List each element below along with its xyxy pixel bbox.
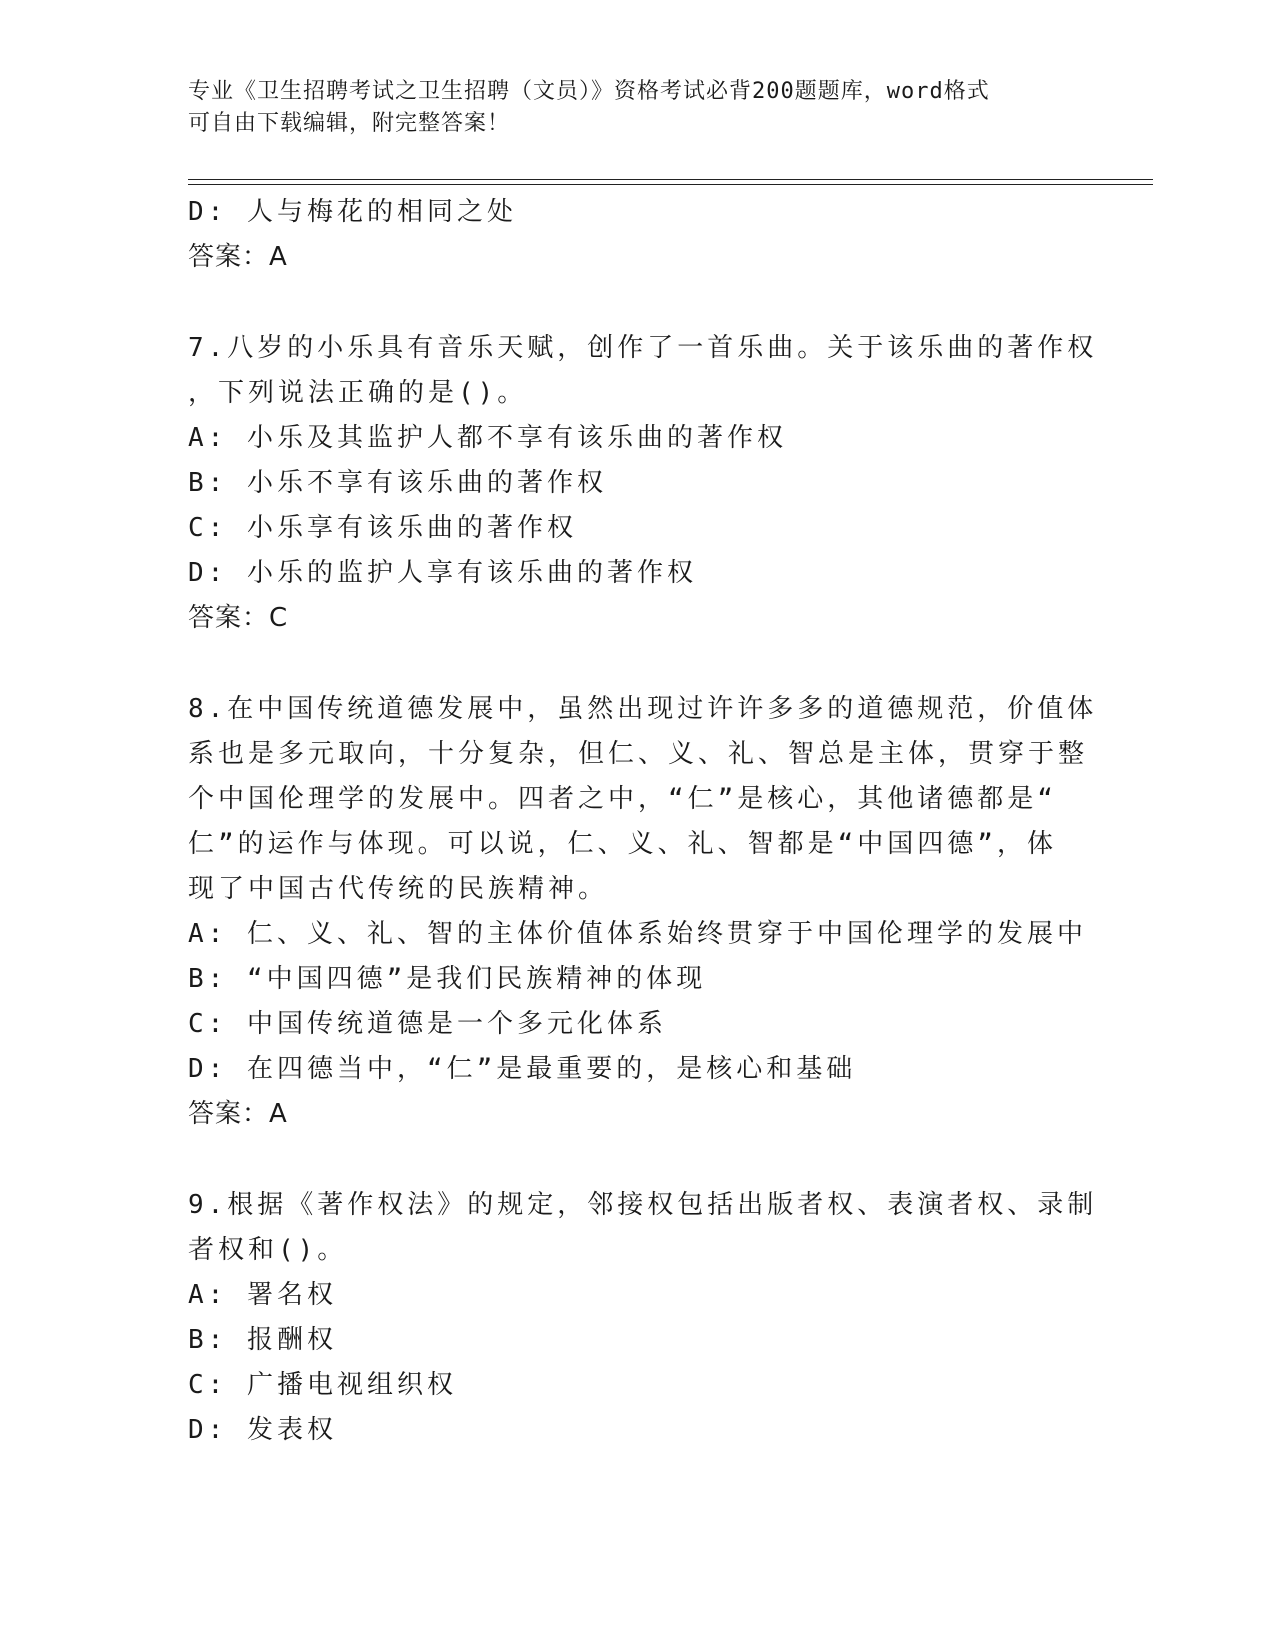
question-text: 者权和()。	[188, 1235, 348, 1265]
header-line-2: 可自由下载编辑，附完整答案！	[188, 111, 511, 136]
option-c: C: 广播电视组织权	[188, 1370, 457, 1400]
question-text: 9.根据《著作权法》的规定，邻接权包括出版者权、表演者权、录制	[188, 1190, 1098, 1220]
document-header	[188, 76, 1068, 140]
question-text: 系也是多元取向，十分复杂，但仁、义、礼、智总是主体，贯穿于整	[188, 739, 1089, 769]
option-c: C: 小乐享有该乐曲的著作权	[188, 513, 577, 543]
option-b: B: 小乐不享有该乐曲的著作权	[188, 468, 607, 498]
question-text: 7.八岁的小乐具有音乐天赋，创作了一首乐曲。关于该乐曲的著作权	[188, 333, 1098, 363]
option-a: A: 仁、义、礼、智的主体价值体系始终贯穿于中国伦理学的发展中	[188, 919, 1087, 949]
option-d: D: 在四德当中，“仁”是最重要的，是核心和基础	[188, 1054, 857, 1084]
header-rule-bottom	[188, 184, 1153, 185]
option-d: D: 发表权	[188, 1415, 337, 1445]
header-line-1: 专业《卫生招聘考试之卫生招聘（文员）》资格考试必背200题题库，word格式	[188, 79, 990, 104]
answer-line: 答案：C	[188, 603, 289, 633]
question-text: ，下列说法正确的是()。	[188, 378, 528, 408]
option-d: D: 小乐的监护人享有该乐曲的著作权	[188, 558, 697, 588]
spacer	[188, 1137, 1068, 1183]
question-text: 仁”的运作与体现。可以说，仁、义、礼、智都是“中国四德”，体	[188, 829, 1057, 859]
option-d: D: 人与梅花的相同之处	[188, 197, 517, 227]
question-8	[188, 687, 1098, 1137]
option-c: C: 中国传统道德是一个多元化体系	[188, 1009, 667, 1039]
question-text: 个中国伦理学的发展中。四者之中，“仁”是核心，其他诸德都是“	[188, 784, 1057, 814]
option-b: B: 报酬权	[188, 1325, 337, 1355]
option-a: A: 署名权	[188, 1280, 337, 1310]
header-rule-top	[188, 179, 1153, 180]
answer-line: 答案：A	[188, 1099, 288, 1129]
question-text: 8.在中国传统道德发展中，虽然出现过许许多多的道德规范，价值体	[188, 694, 1098, 724]
spacer	[188, 641, 1068, 687]
question-9	[188, 1183, 1098, 1453]
document-body	[188, 190, 1098, 1453]
answer-line: 答案：A	[188, 242, 288, 272]
question-7	[188, 326, 1098, 641]
option-b: B: “中国四德”是我们民族精神的体现	[188, 964, 707, 994]
spacer	[188, 280, 1068, 326]
question-text: 现了中国古代传统的民族精神。	[188, 874, 609, 904]
option-a: A: 小乐及其监护人都不享有该乐曲的著作权	[188, 423, 787, 453]
